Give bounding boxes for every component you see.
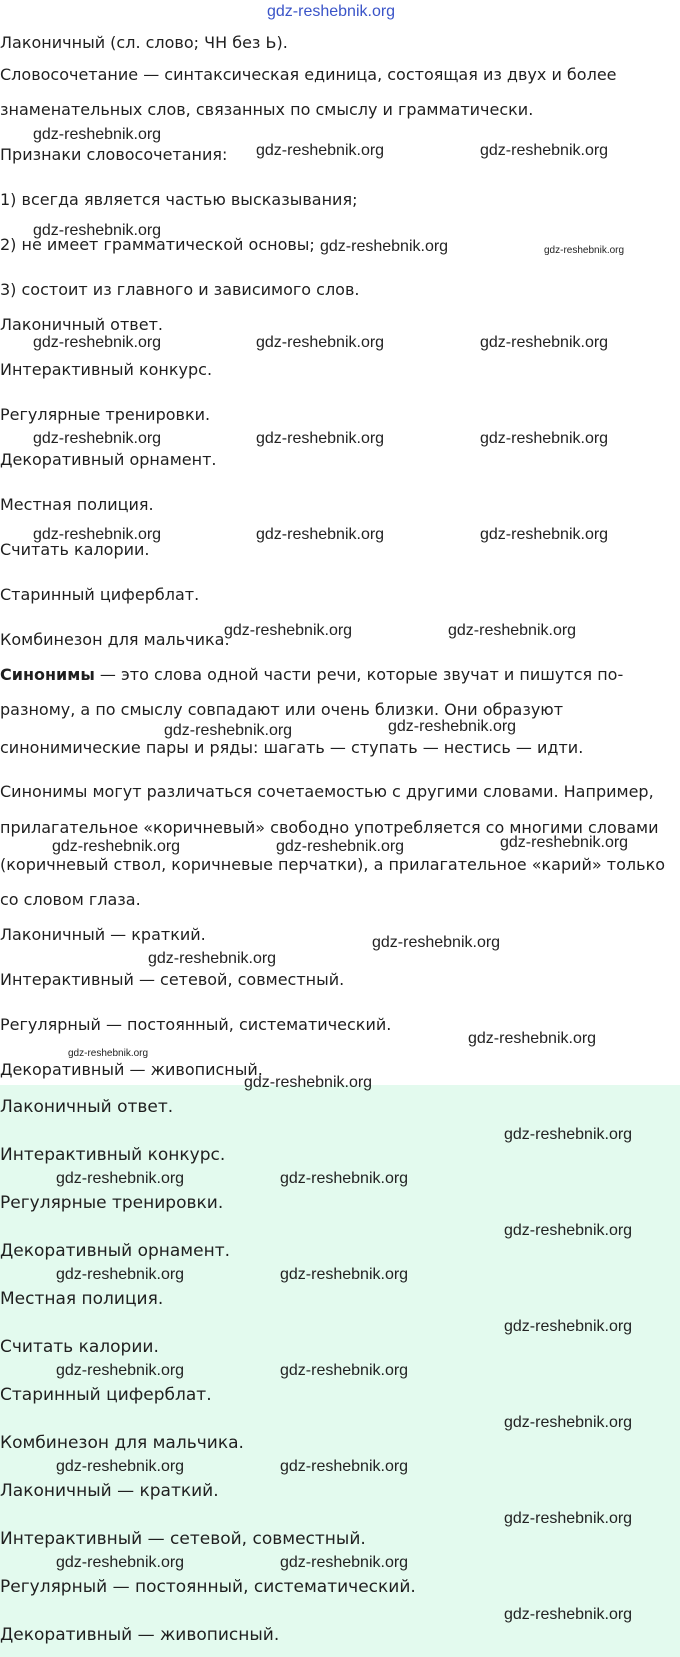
watermark: gdz-reshebnik.org <box>33 334 162 351</box>
watermark: gdz-reshebnik.org <box>256 142 385 159</box>
phrase-7: Старинный циферблат. <box>0 585 200 604</box>
watermark: gdz-reshebnik.org <box>56 1266 185 1283</box>
watermark: gdz-reshebnik.org <box>504 1414 633 1431</box>
answer-phrase-4: Декоративный орнамент. <box>0 1241 231 1261</box>
watermark: gdz-reshebnik.org <box>224 622 353 639</box>
watermark: gdz-reshebnik.org <box>280 1266 409 1283</box>
watermark: gdz-reshebnik.org <box>256 526 385 543</box>
line-features-title: Признаки словосочетания: <box>0 145 228 164</box>
watermark: gdz-reshebnik.org <box>256 334 385 351</box>
synonyms-line-6: (коричневый ствол, коричневые перчатки), а прилагательное «карий» только <box>0 855 666 874</box>
phrase-1: Лаконичный ответ. <box>0 315 163 334</box>
line-feature-3: 3) состоит из главного и зависимого слов. <box>0 280 360 299</box>
watermark-top: gdz-reshebnik.org <box>267 3 396 20</box>
synonym-pair-3: Регулярный — постоянный, систематический. <box>0 1015 392 1034</box>
watermark: gdz-reshebnik.org <box>372 934 501 951</box>
watermark: gdz-reshebnik.org <box>33 126 162 143</box>
answer-phrase-6: Считать калории. <box>0 1337 159 1357</box>
watermark: gdz-reshebnik.org <box>504 1222 633 1239</box>
answer-phrase-7: Старинный циферблат. <box>0 1385 212 1405</box>
answer-pair-2: Интерактивный — сетевой, совместный. <box>0 1529 366 1549</box>
watermark: gdz-reshebnik.org <box>164 722 293 739</box>
answer-pair-1: Лаконичный — краткий. <box>0 1481 219 1501</box>
line-feature-2: 2) не имеет грамматической основы; <box>0 235 315 254</box>
watermark: gdz-reshebnik.org <box>33 222 162 239</box>
synonym-pair-2: Интерактивный — сетевой, совместный. <box>0 970 345 989</box>
watermark: gdz-reshebnik.org <box>480 334 609 351</box>
answer-phrase-1: Лаконичный ответ. <box>0 1097 174 1117</box>
phrase-6: Считать калории. <box>0 540 150 559</box>
watermark: gdz-reshebnik.org <box>280 1458 409 1475</box>
watermark: gdz-reshebnik.org <box>544 245 625 256</box>
watermark: gdz-reshebnik.org <box>504 1510 633 1527</box>
watermark: gdz-reshebnik.org <box>480 430 609 447</box>
watermark: gdz-reshebnik.org <box>33 430 162 447</box>
watermark: gdz-reshebnik.org <box>504 1318 633 1335</box>
phrase-5: Местная полиция. <box>0 495 154 514</box>
answer-phrase-2: Интерактивный конкурс. <box>0 1145 226 1165</box>
synonym-pair-1: Лаконичный — краткий. <box>0 925 206 944</box>
watermark: gdz-reshebnik.org <box>244 1074 373 1091</box>
watermark: gdz-reshebnik.org <box>33 526 162 543</box>
phrase-4: Декоративный орнамент. <box>0 450 217 469</box>
phrase-3: Регулярные тренировки. <box>0 405 211 424</box>
watermark: gdz-reshebnik.org <box>280 1170 409 1187</box>
watermark: gdz-reshebnik.org <box>68 1048 149 1059</box>
synonyms-term: Синонимы <box>0 665 95 684</box>
watermark: gdz-reshebnik.org <box>480 526 609 543</box>
watermark: gdz-reshebnik.org <box>56 1170 185 1187</box>
watermark: gdz-reshebnik.org <box>256 430 385 447</box>
watermark: gdz-reshebnik.org <box>56 1458 185 1475</box>
answer-phrase-8: Комбинезон для мальчика. <box>0 1433 244 1453</box>
synonyms-line-3: синонимические пары и ряды: шагать — ступать — нестись — идти. <box>0 738 584 757</box>
synonyms-line-2: разному, а по смыслу совпадают или очень близки. Они образуют <box>0 700 564 719</box>
answer-pair-3: Регулярный — постоянный, систематический. <box>0 1577 416 1597</box>
synonyms-line-5: прилагательное «коричневый» свободно употребляется со многими словами <box>0 818 659 837</box>
answer-phrase-3: Регулярные тренировки. <box>0 1193 224 1213</box>
synonym-pair-4: Декоративный — живописный. <box>0 1060 263 1079</box>
line-note: Лаконичный (сл. слово; ЧН без Ь). <box>0 33 288 52</box>
watermark: gdz-reshebnik.org <box>320 238 449 255</box>
answer-pair-4: Декоративный — живописный. <box>0 1625 280 1645</box>
line-definition-2: знаменательных слов, связанных по смыслу и грамматически. <box>0 100 534 119</box>
watermark: gdz-reshebnik.org <box>56 1362 185 1379</box>
watermark: gdz-reshebnik.org <box>468 1030 597 1047</box>
phrase-2: Интерактивный конкурс. <box>0 360 213 379</box>
watermark: gdz-reshebnik.org <box>280 1362 409 1379</box>
watermark: gdz-reshebnik.org <box>280 1554 409 1571</box>
watermark: gdz-reshebnik.org <box>56 1554 185 1571</box>
watermark: gdz-reshebnik.org <box>504 1606 633 1623</box>
watermark: gdz-reshebnik.org <box>388 718 517 735</box>
watermark: gdz-reshebnik.org <box>276 838 405 855</box>
answer-phrase-5: Местная полиция. <box>0 1289 164 1309</box>
watermark: gdz-reshebnik.org <box>52 838 181 855</box>
synonyms-definition: — это слова одной части речи, которые звучат и пишутся по- <box>94 665 624 684</box>
watermark: gdz-reshebnik.org <box>148 950 277 967</box>
phrase-8: Комбинезон для мальчика. <box>0 630 230 649</box>
watermark: gdz-reshebnik.org <box>480 142 609 159</box>
synonyms-line-1 <box>0 665 623 684</box>
watermark: gdz-reshebnik.org <box>500 834 629 851</box>
watermark: gdz-reshebnik.org <box>448 622 577 639</box>
line-feature-1: 1) всегда является частью высказывания; <box>0 190 358 209</box>
watermark: gdz-reshebnik.org <box>504 1126 633 1143</box>
line-definition-1: Словосочетание — синтаксическая единица, состоящая из двух и более <box>0 65 617 84</box>
synonyms-line-7: со словом глаза. <box>0 890 141 909</box>
synonyms-line-4: Синонимы могут различаться сочетаемостью с другими словами. Например, <box>0 782 654 801</box>
